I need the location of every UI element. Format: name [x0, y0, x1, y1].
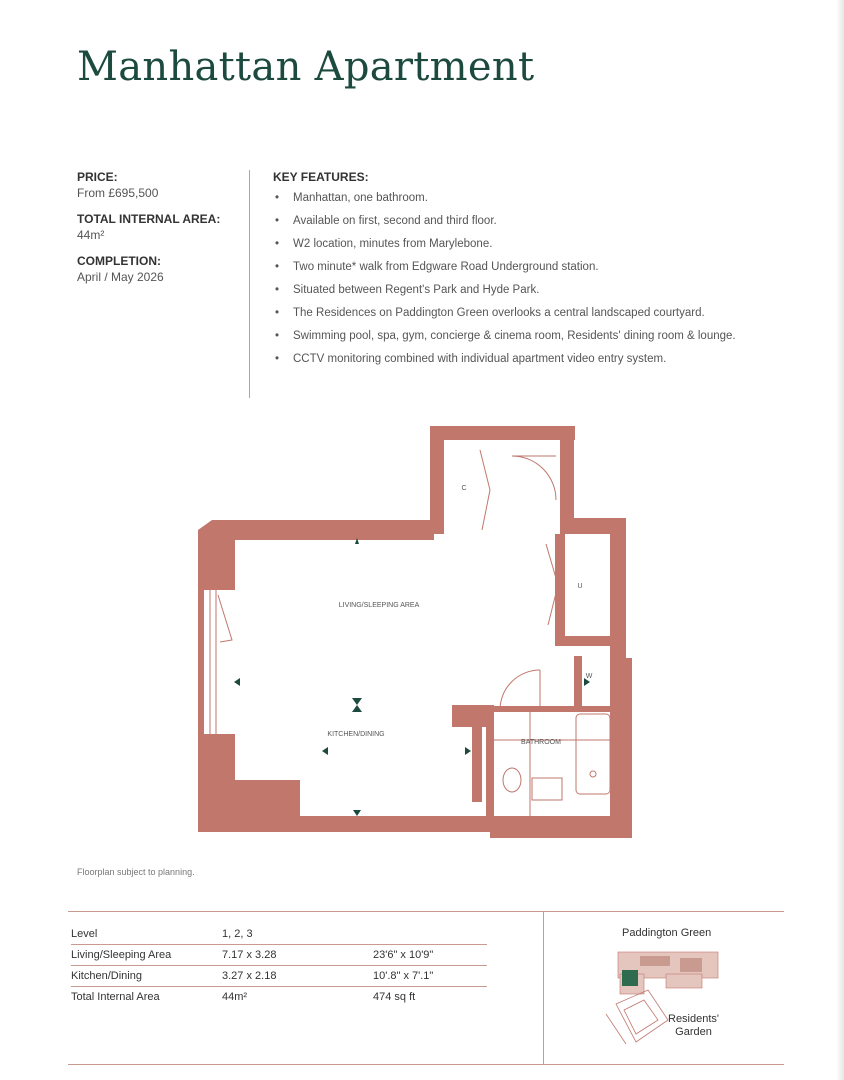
table-row: Living/Sleeping Area 7.17 x 3.28 23'6" x 10'9" — [71, 945, 487, 966]
floorplan-note: Floorplan subject to planning. — [77, 867, 195, 877]
dimension-markers — [234, 538, 590, 816]
cupboard-u-label: U — [577, 583, 583, 590]
table-row: Kitchen/Dining 3.27 x 2.18 10'.8" x 7'.1" — [71, 966, 487, 987]
location-title: Paddington Green — [622, 927, 712, 939]
residents-garden-label: Residents' Garden — [668, 1013, 720, 1038]
feature-item: • The Residences on Paddington Green overlooks a central landscaped courtyard. — [275, 307, 705, 319]
price-value: From £695,500 — [77, 186, 159, 200]
key-features-title: KEY FEATURES: — [273, 170, 369, 184]
spec-column — [77, 170, 242, 296]
floorplan-walls — [198, 426, 632, 838]
window — [210, 590, 232, 734]
page-title: Manhattan Apartment — [77, 44, 535, 90]
area-value: 44m² — [77, 228, 105, 242]
table-column-divider — [543, 911, 544, 1065]
feature-item: • Swimming pool, spa, gym, concierge & cinema room, Residents' dining room & lounge. — [275, 330, 736, 342]
column-divider — [249, 170, 250, 398]
feature-item: • Situated between Regent's Park and Hyde Park. — [275, 284, 540, 296]
feature-item: • Available on first, second and third floor. — [275, 215, 497, 227]
living-area-label: LIVING/SLEEPING AREA — [338, 602, 420, 609]
table-row: Level 1, 2, 3 — [71, 924, 487, 945]
table-top-rule — [68, 911, 784, 912]
kitchen-label: KITCHEN/DINING — [327, 731, 385, 738]
area-table — [71, 924, 487, 1007]
area-spec — [77, 212, 242, 242]
key-features — [273, 170, 773, 376]
bathroom-fixtures — [494, 712, 610, 816]
bathroom-label: BATHROOM — [521, 739, 561, 746]
feature-item: • Manhattan, one bathroom. — [275, 192, 428, 204]
table-bottom-rule — [68, 1064, 784, 1065]
feature-item: • CCTV monitoring combined with individual apartment video entry system. — [275, 353, 667, 365]
completion-spec — [77, 254, 242, 284]
feature-list — [273, 192, 773, 366]
completion-value: April / May 2026 — [77, 270, 164, 284]
floorplan-drawing — [190, 420, 650, 850]
completion-label: COMPLETION: — [77, 254, 161, 268]
price-label: PRICE: — [77, 170, 118, 184]
highlighted-apartment — [622, 970, 638, 986]
price-spec — [77, 170, 242, 200]
area-label: TOTAL INTERNAL AREA: — [77, 212, 221, 226]
feature-item: • Two minute* walk from Edgware Road Underground station. — [275, 261, 599, 273]
table-row: Total Internal Area 44m² 474 sq ft — [71, 991, 416, 1003]
cupboard-c-label: C — [461, 485, 467, 492]
page-edge-shadow — [836, 0, 844, 1080]
feature-item: • W2 location, minutes from Marylebone. — [275, 238, 493, 250]
cupboard-w-label: W — [585, 673, 593, 680]
doors — [480, 450, 558, 710]
